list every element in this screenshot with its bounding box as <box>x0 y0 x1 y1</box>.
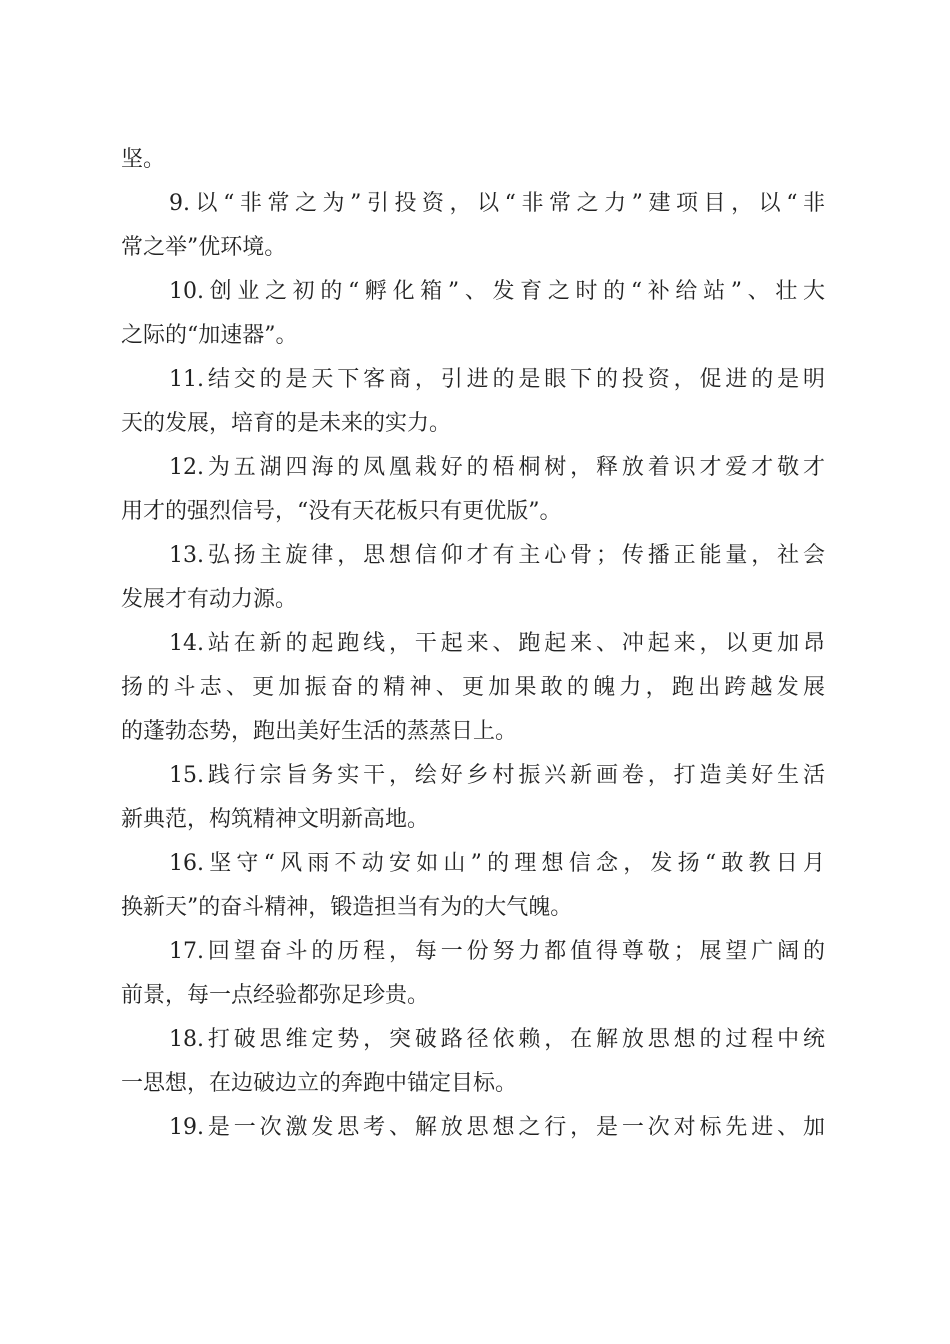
text-line: 之际的“加速器”。 <box>121 323 298 348</box>
text-line: 的蓬勃态势，跑出美好生活的蒸蒸日上。 <box>121 719 518 744</box>
text-line: 发展才有动力源。 <box>121 587 298 612</box>
text-line: 17.回望奋斗的历程，每一份努力都值得尊敬；展望广阔的 <box>169 939 825 964</box>
text-line: 一思想，在边破边立的奔跑中锚定目标。 <box>121 1071 518 1096</box>
text-line: 换新天”的奋斗精神，锻造担当有为的大气魄。 <box>121 895 573 920</box>
text-line: 常之举”优环境。 <box>121 235 287 260</box>
text-line: 13.弘扬主旋律，思想信仰才有主心骨；传播正能量，社会 <box>169 543 825 568</box>
text-line: 新典范，构筑精神文明新高地。 <box>121 807 430 832</box>
text-line: 9.以“非常之为”引投资，以“非常之力”建项目，以“非 <box>169 191 825 216</box>
text-line: 15.践行宗旨务实干，绘好乡村振兴新画卷，打造美好生活 <box>169 763 825 788</box>
text-line: 用才的强烈信号，“没有天花板只有更优版”。 <box>121 499 562 524</box>
text-line: 坚。 <box>121 147 166 172</box>
text-line: 19.是一次激发思考、解放思想之行，是一次对标先进、加 <box>169 1115 825 1140</box>
text-line: 扬的斗志、更加振奋的精神、更加果敢的魄力，跑出跨越发展 <box>121 675 825 700</box>
document-body <box>121 138 825 1150</box>
text-line: 10.创业之初的“孵化箱”、发育之时的“补给站”、壮大 <box>169 279 825 304</box>
text-line: 12.为五湖四海的凤凰栽好的梧桐树，释放着识才爱才敬才 <box>169 455 825 480</box>
text-line: 前景，每一点经验都弥足珍贵。 <box>121 983 430 1008</box>
text-line: 11.结交的是天下客商，引进的是眼下的投资，促进的是明 <box>169 367 825 392</box>
text-line: 天的发展，培育的是未来的实力。 <box>121 411 452 436</box>
text-line: 14.站在新的起跑线，干起来、跑起来、冲起来，以更加昂 <box>169 631 825 656</box>
text-line: 18.打破思维定势，突破路径依赖，在解放思想的过程中统 <box>169 1027 825 1052</box>
text-line: 16.坚守“风雨不动安如山”的理想信念，发扬“敢教日月 <box>169 851 825 876</box>
